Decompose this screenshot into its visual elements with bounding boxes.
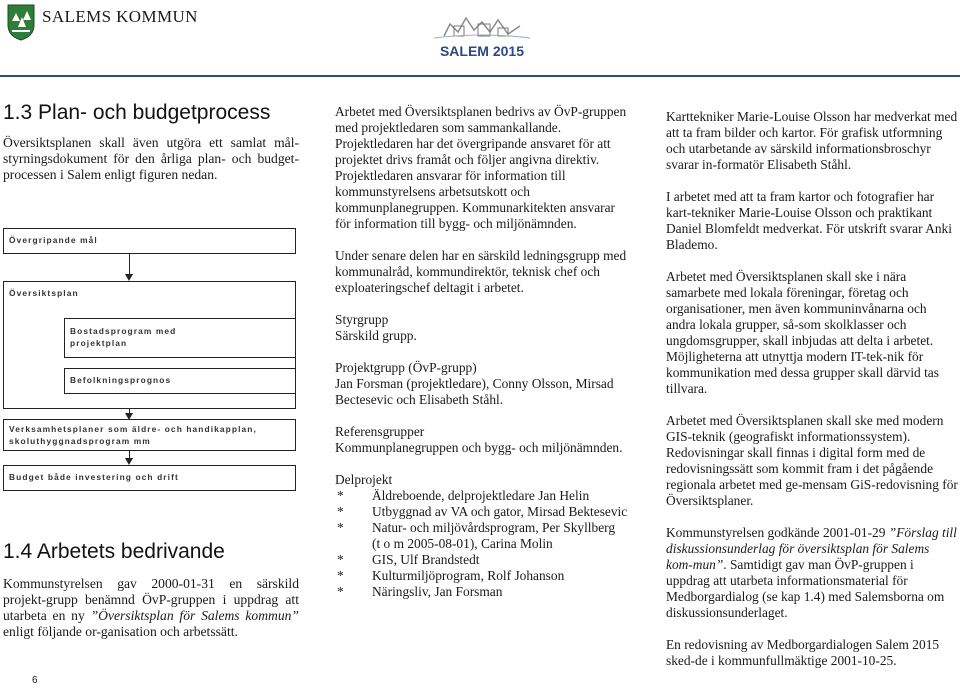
middle-paragraph-1: Arbetet med Översiktsplanen bedrivs av ÖvP-gruppen med projektledaren som sammankallande. Projektledaren har det övergripande ansvaret för att projektet drivs framåt och följer angivna direktiv. Projektledaren ansvarar för information till kommunstyrelsens arbetsutskott och kommunplanegruppen. Kommunarkitekten ansvarar för information till bygg- och miljönämnden. bbox=[335, 104, 627, 231]
list-item bbox=[335, 568, 629, 584]
diagram-arrow bbox=[125, 458, 133, 465]
bullet-star: * bbox=[337, 568, 344, 583]
right-paragraph-2: I arbetet med att ta fram kartor och fotografier har kart-tekniker Marie-Louise Olsson och praktikant Daniel Blomfeldt medverkat. För utskrift svarar Anki Blademo. bbox=[666, 189, 952, 252]
list-item-text: GIS, Ulf Brandstedt bbox=[372, 552, 480, 567]
diagram-connector bbox=[129, 253, 130, 275]
salem-2015-logo bbox=[424, 2, 540, 64]
styrgrupp-body: Särskild grupp. bbox=[335, 328, 417, 343]
right-column bbox=[666, 109, 958, 685]
list-item-text: Näringsliv, Jan Forsman bbox=[372, 584, 503, 599]
list-item bbox=[335, 584, 629, 600]
diagram-box-befolkningsprognos bbox=[64, 368, 296, 394]
referensgrupper-heading: Referensgrupper bbox=[335, 424, 425, 439]
section-heading-1-3: 1.3 Plan- och budgetprocess bbox=[3, 101, 271, 124]
bullet-star: * bbox=[337, 504, 344, 519]
middle-paragraph-2: Under senare delen har en särskild ledningsgrupp med kommunalråd, kommundirektör, teknisk chef och exploateringschef deltagit i arbetet. bbox=[335, 248, 627, 295]
section-1-4-text: Kommunstyrelsen gav 2000-01-31 en särskild projekt-grupp benämnd ÖvP-gruppen i uppdrag att utarbeta en ny bbox=[3, 576, 299, 623]
styrgrupp-heading: Styrgrupp bbox=[335, 312, 389, 327]
diagram-label: projektplan bbox=[70, 338, 128, 348]
list-item-text: Äldreboende, delprojektledare Jan Helin bbox=[372, 488, 590, 503]
right-paragraph-3: Arbetet med Översiktsplanen skall ske i nära samarbete med lokala föreningar, företag och organisationer, men även kommuninvånarna och andra lokala grupper, så-som skolklasser och ungdomsgrupper, skall inbjudas att delta i arbetet. Möjligheterna att utnyttja modern IT-tek-nik för kommunikation med dessa grupper skall därvid tas tillvara. bbox=[666, 269, 939, 396]
projektgrupp-heading: Projektgrupp (ÖvP-grupp) bbox=[335, 360, 477, 375]
brand-name: SALEMS KOMMUN bbox=[42, 7, 198, 26]
diagram-label: Budget både investering och drift bbox=[9, 472, 179, 482]
list-item bbox=[335, 504, 629, 520]
bullet-star: * bbox=[337, 520, 344, 535]
right-paragraph-5-text: Kommunstyrelsen godkände 2001-01-29 bbox=[666, 525, 889, 540]
right-paragraph-5 bbox=[666, 525, 958, 621]
bullet-star: * bbox=[337, 488, 344, 503]
delprojekt-heading: Delprojekt bbox=[335, 472, 393, 487]
right-paragraph-4: Arbetet med Översiktsplanen skall ske med modern GIS-teknik (geografiskt informationssystem). Redovisningar skall finnas i digital form med de redovisningssätt som kommit fram i det pågående regionala arbetet med ge-mensam GiS-redovisning för Översiktsplaner. bbox=[666, 413, 958, 508]
list-item bbox=[335, 488, 629, 504]
salem-crest-icon bbox=[6, 3, 36, 41]
list-item-text: Kulturmiljöprogram, Rolf Johanson bbox=[372, 568, 565, 583]
diagram-box-bostadsprogram bbox=[64, 318, 296, 358]
diagram-label: Befolkningsprognos bbox=[70, 375, 172, 385]
referensgrupper-body: Kommunplanegruppen och bygg- och miljönämnden. bbox=[335, 440, 623, 455]
bullet-star: * bbox=[337, 584, 344, 599]
section-1-4-title-ref: ”Översiktsplan för Salems kommun” bbox=[90, 608, 299, 623]
section-heading-1-4: 1.4 Arbetets bedrivande bbox=[3, 540, 225, 563]
section-1-3-text: Översiktsplanen skall även utgöra ett samlat mål-styrningsdokument för den årliga plan- och budget-processen i Salem enligt figuren nedan. bbox=[3, 135, 299, 182]
page-number: 6 bbox=[32, 675, 38, 686]
list-item-text: Natur- och miljövårdsprogram, Per Skyllberg bbox=[372, 520, 616, 535]
diagram-label: Övergripande mål bbox=[9, 235, 98, 245]
bullet-star: * bbox=[337, 552, 344, 567]
diagram-label: Bostadsprogram med bbox=[70, 326, 177, 336]
diagram-box-budget bbox=[3, 465, 296, 491]
section-1-3-body bbox=[3, 135, 299, 183]
diagram-box-overgripande-mal bbox=[3, 228, 296, 254]
diagram-label: Översiktsplan bbox=[9, 288, 79, 298]
diagram-arrow bbox=[125, 274, 133, 281]
right-paragraph-5-title-ref: ”Förslag till diskussionsunderlag för översiktsplan för Salems kom-mun” bbox=[666, 525, 957, 572]
diagram-box-verksamhetsplaner bbox=[3, 419, 296, 451]
list-item-text: Utbyggnad av VA och gator, Mirsad Bektesevic bbox=[372, 504, 628, 519]
list-item bbox=[335, 552, 629, 568]
header-rule bbox=[0, 75, 960, 77]
right-paragraph-1: Karttekniker Marie-Louise Olsson har medverkat med att ta fram bilder och kartor. För grafisk utformning och utarbetande av särskild informationsbroschyr svarar in-formatör Elisabeth Ståhl. bbox=[666, 109, 958, 172]
diagram-label: Verksamhetsplaner som äldre- och handikapplan, bbox=[9, 424, 257, 434]
list-item bbox=[335, 520, 629, 552]
delprojekt-list bbox=[335, 488, 629, 600]
section-1-4-body bbox=[3, 576, 299, 640]
svg-text:SALEM 2015: SALEM 2015 bbox=[439, 43, 525, 59]
diagram-label: skoluthyggnadsprogram mm bbox=[9, 436, 151, 446]
right-paragraph-6: En redovisning av Medborgardialogen Salem 2015 sked-de i kommunfullmäktige 2001-10-25. bbox=[666, 637, 940, 668]
list-item-continuation: (t o m 2005-08-01), Carina Molin bbox=[372, 536, 553, 551]
middle-column bbox=[335, 104, 629, 600]
projektgrupp-body: Jan Forsman (projektledare), Conny Olsson, Mirsad Bectesevic och Elisabeth Ståhl. bbox=[335, 376, 614, 407]
section-1-4-text-end: enligt följande or-ganisation och arbetssätt. bbox=[3, 624, 238, 639]
right-paragraph-5-text-end: . Samtidigt gav man ÖvP-gruppen i uppdrag att utarbeta informationsmaterial för Medborgardialog (se kap 1.4) med Salemsborna om diskussionsunderlaget. bbox=[666, 557, 945, 620]
